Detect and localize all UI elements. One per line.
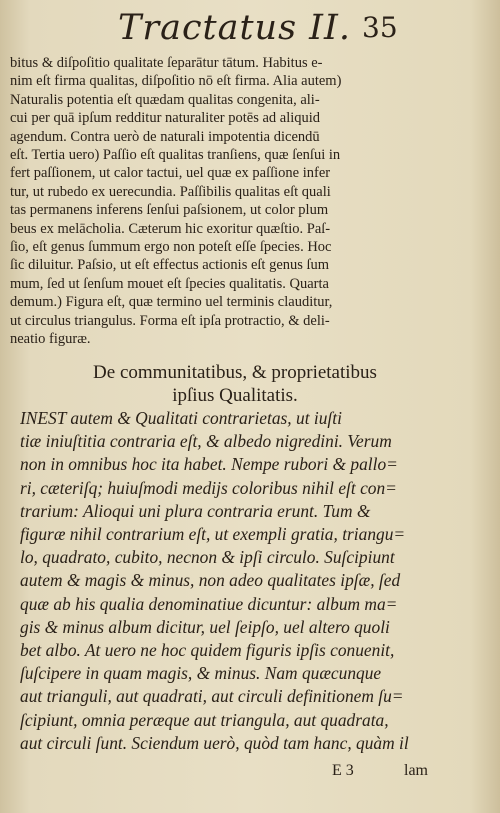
- text-line: eſt. Tertia uero) Paſſio eſt qualitas tranſiens, quæ ſenſui in: [10, 147, 341, 164]
- text-line: tas permanens inferens ſenſui paſsionem, ut color plum: [10, 202, 329, 219]
- page-header: [0, 8, 500, 48]
- italic-line: figuræ nihil contrarium eſt, ut exempli gratia, triangu=: [20, 524, 406, 545]
- text-line: neatio figuræ.: [10, 331, 91, 348]
- text-line: nim eſt firma qualitas, diſpoſitio nō eſt firma. Alia autem): [10, 73, 342, 90]
- text-line: beus ex melācholia. Cæterum hic exoritur quæſtio. Paſ-: [10, 220, 331, 237]
- text-line: demum.) Figura eſt, quæ termino uel terminis clauditur,: [10, 294, 333, 311]
- text-line: fert paſſionem, ut calor tactui, uel quæ ex paſſione infer: [10, 165, 331, 182]
- running-title: Tractatus II.: [118, 8, 351, 48]
- text-line: Naturalis potentia eſt quædam qualitas congenita, ali-: [10, 91, 320, 108]
- italic-line: trarium: Alioqui uni plura contraria erunt. Tum &: [20, 500, 371, 521]
- italic-line: gis & minus album dicitur, uel ſeipſo, uel altero quoli: [20, 616, 390, 637]
- body-text: [10, 54, 480, 349]
- italic-line: bet albo. At uero ne hoc quidem figuris ipſis conuenit,: [20, 640, 395, 661]
- text-line: tur, ut rubedo ex uerecundia. Paſſibilis qualitas eſt quali: [10, 183, 331, 200]
- section-heading: [10, 361, 460, 407]
- italic-body-text: [20, 407, 480, 755]
- italic-line: lo, quadrato, cubito, necnon & ipſi circulo. Suſcipiunt: [20, 547, 395, 568]
- page-footer: [0, 762, 500, 784]
- italic-line: INEST autem & Qualitati contrarietas, ut iuſti: [20, 408, 342, 428]
- italic-line: ſuſcipere in quam magis, & minus. Nam quæcunque: [20, 663, 382, 684]
- signature-mark: E 3: [332, 762, 354, 779]
- heading-line: ipſius Qualitatis.: [172, 385, 298, 406]
- text-line: ſio, eſt genus ſummum ergo non poteſt eſſe ſpecies. Hoc: [10, 239, 332, 256]
- text-line: agendum. Contra uerò de naturali impotentia dicendū: [10, 128, 320, 145]
- italic-line: quæ ab his qualia denominatiue dicuntur: album ma=: [20, 593, 398, 614]
- italic-line: non in omnibus hoc ita habet. Nempe rubori & pallo=: [20, 454, 398, 475]
- heading-line: De communitatibus, & proprietatibus: [93, 362, 377, 383]
- catchword: lam: [404, 762, 428, 779]
- italic-line: ſcipiunt, omnia peræque aut triangula, aut quadrata,: [20, 709, 389, 730]
- text-line: mum, ſed ut ſenſum mouet eſt ſpecies qualitatis. Quarta: [10, 275, 329, 292]
- page-number: 35: [362, 11, 398, 44]
- text-line: ut circulus triangulus. Forma eſt ipſa protractio, & deli-: [10, 312, 330, 329]
- italic-line: aut circuli ſunt. Sciendum uerò, quòd tam hanc, quàm il: [20, 732, 409, 753]
- italic-line: tiæ iniuſtitia contraria eſt, & albedo nigredini. Verum: [20, 431, 392, 452]
- text-line: ſic diluitur. Paſsio, ut eſt effectus actionis eſt genus ſum: [10, 257, 330, 274]
- italic-line: ri, cæteriſq; huiuſmodi medijs coloribus nihil eſt con=: [20, 477, 397, 498]
- italic-line: aut trianguli, aut quadrati, aut circuli definitionem ſu=: [20, 686, 404, 707]
- text-line: cui per quā ipſum redditur naturaliter potēs ad aliquid: [10, 110, 321, 127]
- italic-line: autem & magis & minus, non adeo qualitates ipſæ, ſed: [20, 570, 401, 591]
- text-line: bitus & diſpoſitio qualitate ſeparātur tātum. Habitus e-: [10, 55, 323, 71]
